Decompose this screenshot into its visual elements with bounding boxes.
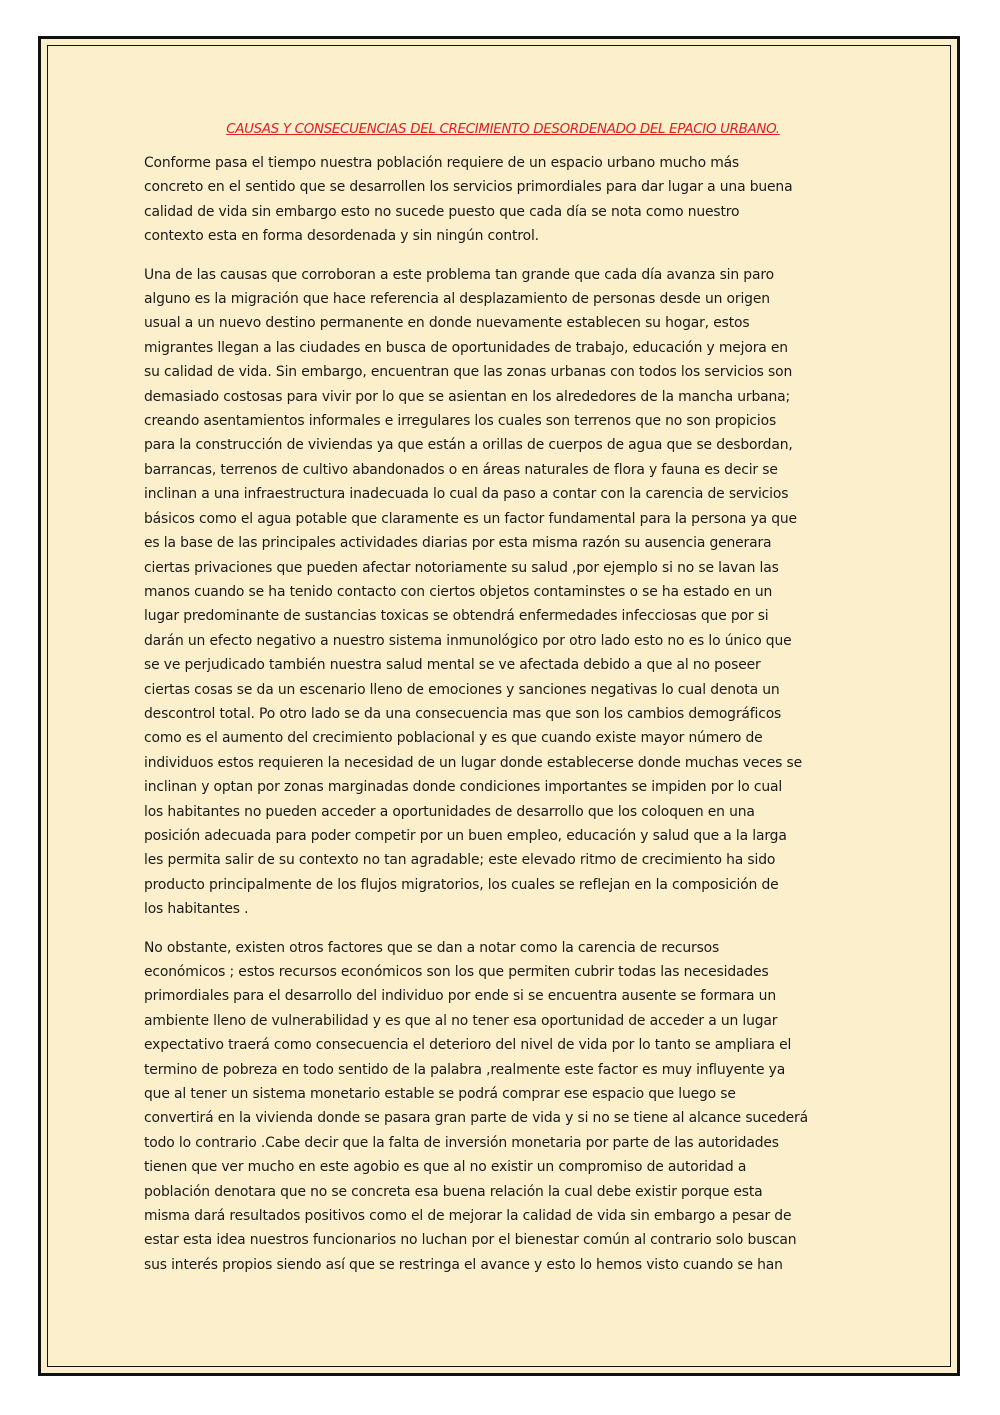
text-line: No obstante, existen otros factores que se dan a notar como la carencia de recursos xyxy=(144,939,720,956)
text-line: manos cuando se ha tenido contacto con ciertos objetos contaminstes o se ha estado en un xyxy=(144,583,773,600)
text-line: concreto en el sentido que se desarrollen los servicios primordiales para dar lugar a una buena xyxy=(144,179,793,196)
text-line: población denotara que no se concreta esa buena relación la cual debe existir porque esta xyxy=(144,1183,763,1200)
text-line: lugar predominante de sustancias toxicas se obtendrá enfermedades infecciosas que por si xyxy=(144,608,769,625)
text-line: primordiales para el desarrollo del individuo por ende si se encuentra ausente se formara un xyxy=(144,988,776,1005)
text-line: Una de las causas que corroboran a este problema tan grande que cada día avanza sin paro xyxy=(144,266,774,283)
text-line: los habitantes no pueden acceder a oportunidades de desarrollo que los coloquen en una xyxy=(144,803,755,820)
text-line: misma dará resultados positivos como el de mejorar la calidad de vida sin embargo a pesar de xyxy=(144,1208,792,1225)
paragraph-1 xyxy=(144,151,862,249)
paragraph-2 xyxy=(144,263,862,922)
text-line: ciertas privaciones que pueden afectar notoriamente su salud ,por ejemplo si no se lavan las xyxy=(144,559,779,576)
text-line: migrantes llegan a las ciudades en busca de oportunidades de trabajo, educación y mejora en xyxy=(144,339,788,356)
text-line: se ve perjudicado también nuestra salud mental se ve afectada debido a que al no poseer xyxy=(144,657,761,674)
text-line: posición adecuada para poder competir por un buen empleo, educación y salud que a la larga xyxy=(144,827,787,844)
text-line: económicos ; estos recursos económicos son los que permiten cubrir todas las necesidades xyxy=(144,964,769,980)
text-line: darán un efecto negativo a nuestro sistema inmunológico por otro lado esto no es lo único que xyxy=(144,632,792,649)
text-line: ambiente lleno de vulnerabilidad y es que al no tener esa oportunidad de acceder a un lugar xyxy=(144,1012,778,1029)
text-line: es la base de las principales actividades diarias por esta misma razón su ausencia generara xyxy=(144,535,772,552)
text-line: básicos como el agua potable que claramente es un factor fundamental para la persona ya que xyxy=(144,510,797,527)
text-line: todo lo contrario .Cabe decir que la falta de inversión monetaria por parte de las autoridades xyxy=(144,1134,779,1151)
text-line: calidad de vida sin embargo esto no sucede puesto que cada día se nota como nuestro xyxy=(144,203,740,220)
document-title: CAUSAS Y CONSECUENCIAS DEL CRECIMIENTO DESORDENADO DEL EPACIO URBANO. xyxy=(226,122,780,137)
text-line: que al tener un sistema monetario estable se podrá comprar ese espacio que luego se xyxy=(144,1086,736,1103)
text-line: ciertas cosas se da un escenario lleno de emociones y sanciones negativas lo cual denota un xyxy=(144,681,780,698)
text-line: creando asentamientos informales e irregulares los cuales son terrenos que no son propicios xyxy=(144,413,777,430)
text-line: estar esta idea nuestros funcionarios no luchan por el bienestar común al contrario solo buscan xyxy=(144,1232,797,1249)
text-line: inclinan a una infraestructura inadecuada lo cual da paso a contar con la carencia de servicios xyxy=(144,486,789,503)
text-line: para la construcción de viviendas ya que están a orillas de cuerpos de agua que se desbordan, xyxy=(144,437,793,454)
text-line: expectativo traerá como consecuencia el deterioro del nivel de vida por lo tanto se ampliara el xyxy=(144,1037,792,1054)
text-line: producto principalmente de los flujos migratorios, los cuales se reflejan en la composición de xyxy=(144,876,779,893)
text-line: inclinan y optan por zonas marginadas donde condiciones importantes se impiden por lo cual xyxy=(144,779,783,796)
text-line: alguno es la migración que hace referencia al desplazamiento de personas desde un origen xyxy=(144,291,770,308)
text-line: los habitantes . xyxy=(144,901,249,918)
text-line: usual a un nuevo destino permanente en donde nuevamente establecen su hogar, estos xyxy=(144,315,750,332)
text-line: descontrol total. Po otro lado se da una consecuencia mas que son los cambios demográficos xyxy=(144,705,782,722)
text-line: termino de pobreza en todo sentido de la palabra ,realmente este factor es muy influyente ya xyxy=(144,1061,786,1078)
text-line: como es el aumento del crecimiento poblacional y es que cuando existe mayor número de xyxy=(144,730,763,747)
text-line: sus interés propios siendo así que se restringa el avance y esto lo hemos visto cuando se han xyxy=(144,1256,783,1273)
text-line: les permita salir de su contexto no tan agradable; este elevado ritmo de crecimiento ha sido xyxy=(144,852,776,869)
paragraphs xyxy=(144,151,862,1277)
text-line: contexto esta en forma desordenada y sin ningún control. xyxy=(144,228,539,245)
text-line: Conforme pasa el tiempo nuestra población requiere de un espacio urbano mucho más xyxy=(144,155,740,171)
text-line: individuos estos requieren la necesidad de un lugar donde establecerse donde muchas veces se xyxy=(144,754,802,771)
text-line: su calidad de vida. Sin embargo, encuentran que las zonas urbanas con todos los servicios son xyxy=(144,364,793,381)
text-line: demasiado costosas para vivir por lo que se asientan en los alrededores de la mancha urbana; xyxy=(144,388,791,405)
text-line: barrancas, terrenos de cultivo abandonados o en áreas naturales de flora y fauna es decir se xyxy=(144,461,778,478)
text-line: convertirá en la vivienda donde se pasara gran parte de vida y si no se tiene al alcance sucederá xyxy=(144,1110,808,1127)
document-body xyxy=(144,122,862,1291)
text-line: tienen que ver mucho en este agobio es que al no existir un compromiso de autoridad a xyxy=(144,1159,747,1176)
paragraph-3 xyxy=(144,936,862,1278)
